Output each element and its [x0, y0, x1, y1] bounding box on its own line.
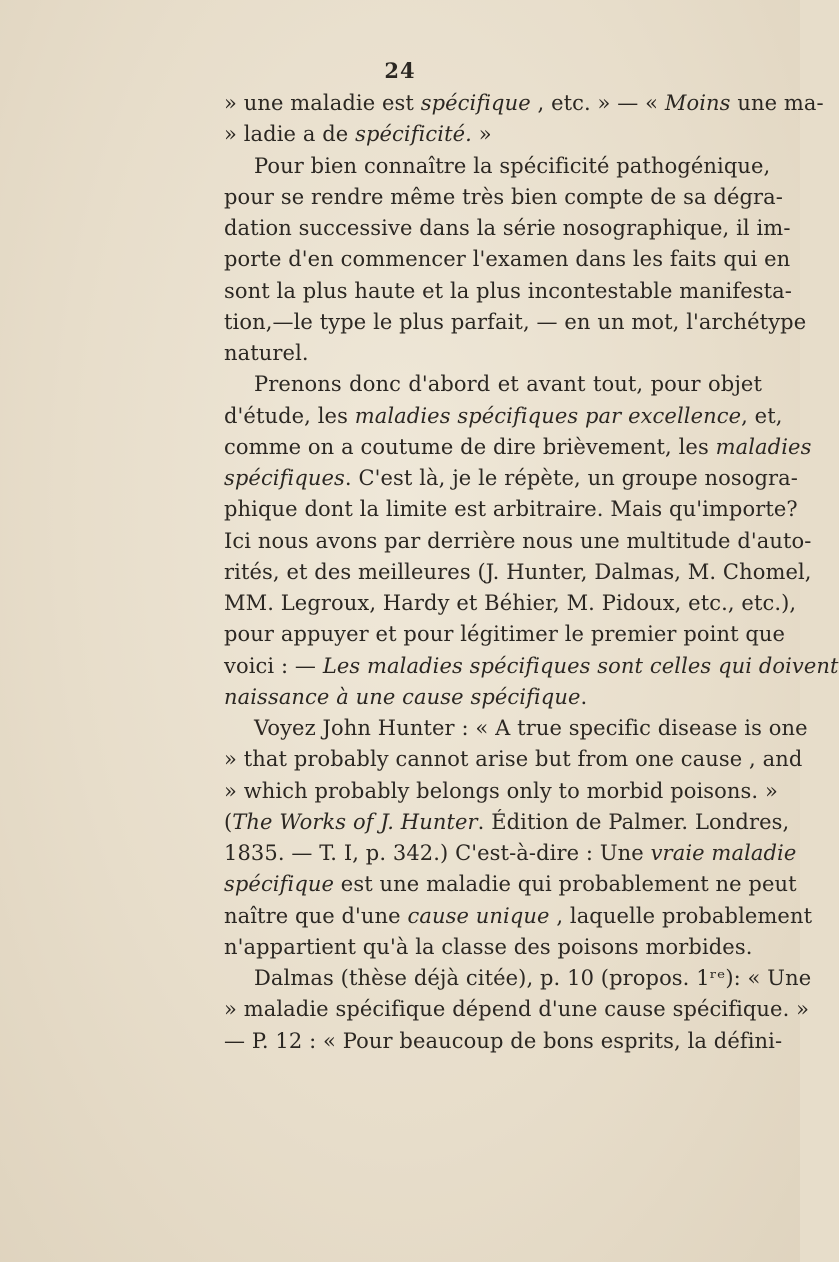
text-segment: Voyez John Hunter : « A true specific disease is one	[254, 716, 808, 740]
text-line	[224, 88, 824, 119]
italic-text-segment: Moins	[664, 91, 731, 115]
text-segment: dation successive dans la série nosographique, il im-	[224, 216, 791, 240]
text-line	[224, 369, 762, 400]
text-line	[224, 526, 812, 557]
text-line	[224, 963, 812, 994]
italic-text-segment: spécifique	[224, 872, 335, 897]
text-line	[224, 119, 762, 150]
text-segment: , et,	[741, 403, 783, 428]
text-line	[224, 588, 797, 619]
text-line	[224, 276, 792, 307]
text-line	[224, 682, 762, 713]
text-segment: 1835. — T. I, p. 342.) C'est-à-dire : Une	[224, 841, 651, 865]
text-segment: voici : —	[224, 653, 323, 678]
text-segment: d'étude, les	[224, 403, 355, 428]
text-segment: .	[580, 684, 588, 709]
italic-text-segment: vraie maladie	[650, 841, 797, 865]
text-segment: . Édition de Palmer. Londres,	[477, 809, 790, 834]
text-segment: naturel.	[224, 341, 309, 365]
text-segment: n'appartient qu'à la classe des poisons morbides.	[224, 934, 753, 959]
text-segment: comme on a coutume de dire brièvement, les	[224, 434, 716, 459]
text-line	[224, 869, 797, 900]
text-segment: Pour bien connaître la spécificité pathogénique,	[254, 153, 771, 178]
text-segment: » which probably belongs only to morbid poisons. »	[224, 778, 778, 803]
text-segment: naître que d'une	[224, 903, 408, 928]
text-line	[224, 151, 771, 182]
italic-text-segment: cause unique	[407, 903, 550, 928]
text-segment: MM. Legroux, Hardy et Béhier, M. Pidoux, etc., etc.),	[224, 591, 797, 615]
italic-text-segment: spécifiques	[224, 466, 345, 490]
italic-text-segment: Les maladies spécifiques sont celles qui doivent	[322, 653, 839, 678]
text-segment: rités, et des meilleures (J. Hunter, Dalmas, M. Chomel,	[224, 559, 812, 584]
text-line	[224, 744, 803, 775]
text-line	[224, 932, 762, 963]
text-line	[224, 776, 778, 807]
text-line	[224, 307, 807, 338]
text-segment: » that probably cannot arise but from one cause , and	[224, 747, 803, 772]
text-line	[224, 619, 786, 650]
text-line	[224, 244, 791, 275]
italic-text-segment: spécificité.	[355, 122, 472, 147]
text-line	[224, 213, 791, 244]
italic-text-segment: The Works of J. Hunter	[232, 809, 478, 834]
body-text	[224, 88, 839, 1057]
text-line	[224, 901, 813, 932]
text-segment: tion,—le type le plus parfait, — en un mot, l'archétype	[224, 309, 807, 334]
text-segment: phique dont la limite est arbitraire. Mais qu'importe?	[224, 497, 798, 522]
text-line	[224, 557, 812, 588]
text-segment: , etc. » — «	[530, 91, 665, 115]
text-line	[224, 807, 790, 838]
text-segment: pour appuyer et pour légitimer le premier point que	[224, 622, 786, 647]
text-segment: (	[224, 809, 233, 834]
text-segment: — P. 12 : « Pour beaucoup de bons esprits, la défini-	[224, 1028, 783, 1053]
text-segment: . C'est là, je le répète, un groupe nosogra-	[344, 466, 798, 490]
text-segment: » maladie spécifique dépend d'une cause spécifique. »	[224, 997, 810, 1022]
text-line	[224, 463, 798, 494]
italic-text-segment: maladies spécifiques par excellence	[354, 403, 742, 428]
page-number: 24	[384, 58, 416, 83]
text-segment: Ici nous avons par derrière nous une multitude d'auto-	[224, 528, 812, 553]
italic-text-segment: maladies	[715, 434, 812, 459]
text-line	[224, 494, 798, 525]
text-segment: Dalmas (thèse déjà citée), p. 10 (propos. 1ʳᵉ): « Une	[254, 966, 812, 990]
text-segment: , laquelle probablement	[549, 903, 813, 928]
text-segment: porte d'en commencer l'examen dans les faits qui en	[224, 247, 791, 272]
text-line	[224, 651, 839, 682]
text-line	[224, 432, 812, 463]
text-segment: »	[471, 122, 492, 147]
text-line	[224, 713, 808, 744]
text-line	[224, 401, 783, 432]
text-segment: une ma-	[730, 91, 824, 115]
text-line	[224, 994, 810, 1025]
text-line	[224, 1026, 783, 1057]
text-segment: » une maladie est	[224, 91, 421, 115]
text-line	[224, 338, 762, 369]
text-line	[224, 838, 797, 869]
italic-text-segment: naissance à une cause spécifique	[224, 684, 581, 709]
text-segment: est une maladie qui probablement ne peut	[334, 872, 797, 897]
text-segment: Prenons donc d'abord et avant tout, pour objet	[254, 372, 762, 397]
italic-text-segment: spécifique	[420, 91, 531, 115]
text-segment: » ladie a de	[224, 122, 356, 147]
text-segment: pour se rendre même très bien compte de sa dégra-	[224, 184, 783, 209]
text-line	[224, 182, 783, 213]
text-segment: sont la plus haute et la plus incontestable manifesta-	[224, 278, 792, 303]
